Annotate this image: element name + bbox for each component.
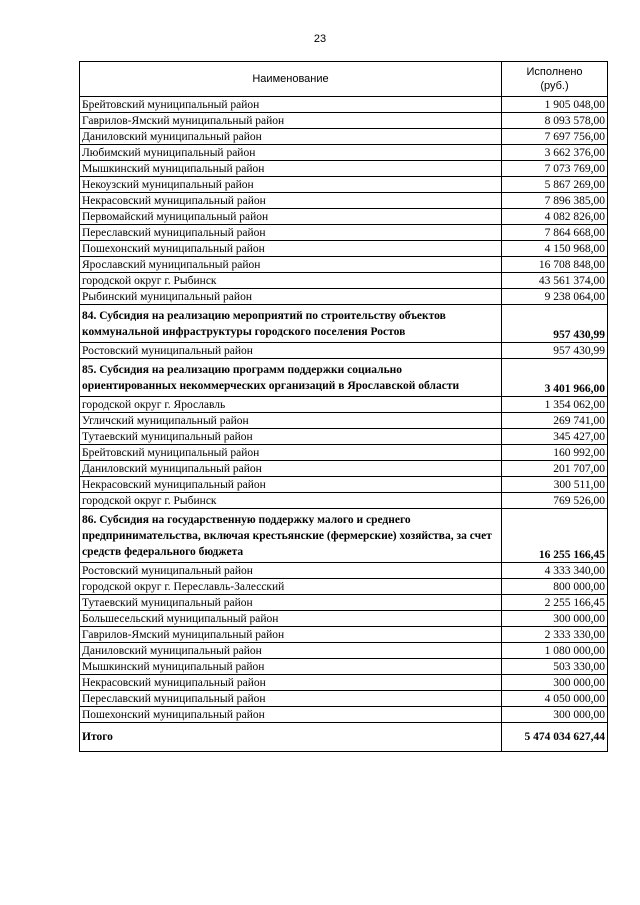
table-row (80, 627, 608, 643)
table-row (80, 643, 608, 659)
table-row-value: 957 430,99 (502, 343, 608, 359)
table-row-name: Некрасовский муниципальный район (80, 477, 502, 493)
table-row-value: 300 000,00 (502, 707, 608, 723)
table-row (80, 273, 608, 289)
table-row-value: 1 354 062,00 (502, 397, 608, 413)
table-row-value: 503 330,00 (502, 659, 608, 675)
total-row-value: 5 474 034 627,44 (502, 723, 608, 752)
table-row-value: 4 082 826,00 (502, 209, 608, 225)
table-row (80, 595, 608, 611)
section-header-row-name: 86. Субсидия на государственную поддержку малого и среднего предпринимательства, включая крестьянские (фермерские) хозяйства, за счет средств федерального бюджета (80, 509, 502, 563)
section-header-row-value: 957 430,99 (502, 305, 608, 343)
table-row (80, 477, 608, 493)
table-row-name: Пошехонский муниципальный район (80, 707, 502, 723)
table-row-value: 2 255 166,45 (502, 595, 608, 611)
table-row-name: Первомайский муниципальный район (80, 209, 502, 225)
header-value-line2: (руб.) (540, 80, 569, 92)
table-row-value: 800 000,00 (502, 579, 608, 595)
table-row-name: Ярославский муниципальный район (80, 257, 502, 273)
table-row (80, 397, 608, 413)
table-row-name: Даниловский муниципальный район (80, 643, 502, 659)
table-row (80, 579, 608, 595)
table-header-row (80, 62, 608, 97)
table-row (80, 129, 608, 145)
total-row (80, 723, 608, 752)
table-row (80, 445, 608, 461)
table-row-name: городской округ г. Рыбинск (80, 493, 502, 509)
table-row (80, 97, 608, 113)
table-row-value: 16 708 848,00 (502, 257, 608, 273)
table-row-value: 269 741,00 (502, 413, 608, 429)
table-row-name: Тутаевский муниципальный район (80, 595, 502, 611)
section-header-row-value: 16 255 166,45 (502, 509, 608, 563)
table-row-value: 7 864 668,00 (502, 225, 608, 241)
header-name: Наименование (80, 62, 502, 97)
table-row-value: 43 561 374,00 (502, 273, 608, 289)
table-row-name: Переславский муниципальный район (80, 691, 502, 707)
table-row-name: Переславский муниципальный район (80, 225, 502, 241)
table-row (80, 659, 608, 675)
table-row (80, 209, 608, 225)
table-row (80, 691, 608, 707)
table-row (80, 611, 608, 627)
table-row-value: 769 526,00 (502, 493, 608, 509)
table-row (80, 675, 608, 691)
table-row-name: Ростовский муниципальный район (80, 563, 502, 579)
table-row-name: Мышкинский муниципальный район (80, 659, 502, 675)
page-number: 23 (313, 33, 327, 45)
table-row-value: 4 150 968,00 (502, 241, 608, 257)
table-row (80, 707, 608, 723)
table-row-value: 8 093 578,00 (502, 113, 608, 129)
section-header-row-value: 3 401 966,00 (502, 359, 608, 397)
table-row-value: 345 427,00 (502, 429, 608, 445)
table-row (80, 413, 608, 429)
table-row (80, 177, 608, 193)
table-row-name: Даниловский муниципальный район (80, 461, 502, 477)
table-row-name: Гаврилов-Ямский муниципальный район (80, 113, 502, 129)
table-row (80, 193, 608, 209)
section-header-row (80, 305, 608, 343)
table-row (80, 429, 608, 445)
section-header-row (80, 359, 608, 397)
table-row-name: городской округ г. Ярославль (80, 397, 502, 413)
table-row (80, 257, 608, 273)
header-value (502, 62, 608, 97)
table-row-name: городской округ г. Переславль-Залесский (80, 579, 502, 595)
table-row-name: Некоузский муниципальный район (80, 177, 502, 193)
table-row (80, 343, 608, 359)
table-row-value: 4 333 340,00 (502, 563, 608, 579)
table-row-value: 7 073 769,00 (502, 161, 608, 177)
table-row-value: 201 707,00 (502, 461, 608, 477)
table-row-value: 4 050 000,00 (502, 691, 608, 707)
header-value-line1: Исполнено (526, 66, 583, 78)
table-row (80, 289, 608, 305)
table-row (80, 161, 608, 177)
table-row-name: Пошехонский муниципальный район (80, 241, 502, 257)
table-row (80, 113, 608, 129)
table-row-name: Гаврилов-Ямский муниципальный район (80, 627, 502, 643)
table-row (80, 225, 608, 241)
table-row-name: Большесельский муниципальный район (80, 611, 502, 627)
budget-table (79, 61, 608, 752)
table-row-name: Тутаевский муниципальный район (80, 429, 502, 445)
section-header-row (80, 509, 608, 563)
table-row-value: 2 333 330,00 (502, 627, 608, 643)
table-row-value: 7 697 756,00 (502, 129, 608, 145)
table-row-value: 300 000,00 (502, 675, 608, 691)
table-row-name: Любимский муниципальный район (80, 145, 502, 161)
table-row (80, 145, 608, 161)
table-row-name: Некрасовский муниципальный район (80, 193, 502, 209)
table-row-name: Брейтовский муниципальный район (80, 97, 502, 113)
table-row-name: Мышкинский муниципальный район (80, 161, 502, 177)
section-header-row-name: 85. Субсидия на реализацию программ поддержки социально ориентированных некоммерческих организаций в Ярославской области (80, 359, 502, 397)
table-row-name: Даниловский муниципальный район (80, 129, 502, 145)
table-row-name: Брейтовский муниципальный район (80, 445, 502, 461)
table-row-value: 300 511,00 (502, 477, 608, 493)
table-row (80, 493, 608, 509)
table-row (80, 461, 608, 477)
table-row-value: 160 992,00 (502, 445, 608, 461)
table-row-name: Ростовский муниципальный район (80, 343, 502, 359)
table-row-name: Угличский муниципальный район (80, 413, 502, 429)
table-row-name: Рыбинский муниципальный район (80, 289, 502, 305)
table-row-value: 1 905 048,00 (502, 97, 608, 113)
table-row-value: 9 238 064,00 (502, 289, 608, 305)
table-row-name: Некрасовский муниципальный район (80, 675, 502, 691)
table-row-value: 300 000,00 (502, 611, 608, 627)
table-row (80, 241, 608, 257)
table-row (80, 563, 608, 579)
table-row-value: 3 662 376,00 (502, 145, 608, 161)
table-body (80, 97, 608, 752)
table-row-value: 5 867 269,00 (502, 177, 608, 193)
table-row-name: городской округ г. Рыбинск (80, 273, 502, 289)
table-row-value: 1 080 000,00 (502, 643, 608, 659)
table-row-value: 7 896 385,00 (502, 193, 608, 209)
section-header-row-name: 84. Субсидия на реализацию мероприятий по строительству объектов коммунальной инфраструктуры городского поселения Ростов (80, 305, 502, 343)
total-row-name: Итого (80, 723, 502, 752)
